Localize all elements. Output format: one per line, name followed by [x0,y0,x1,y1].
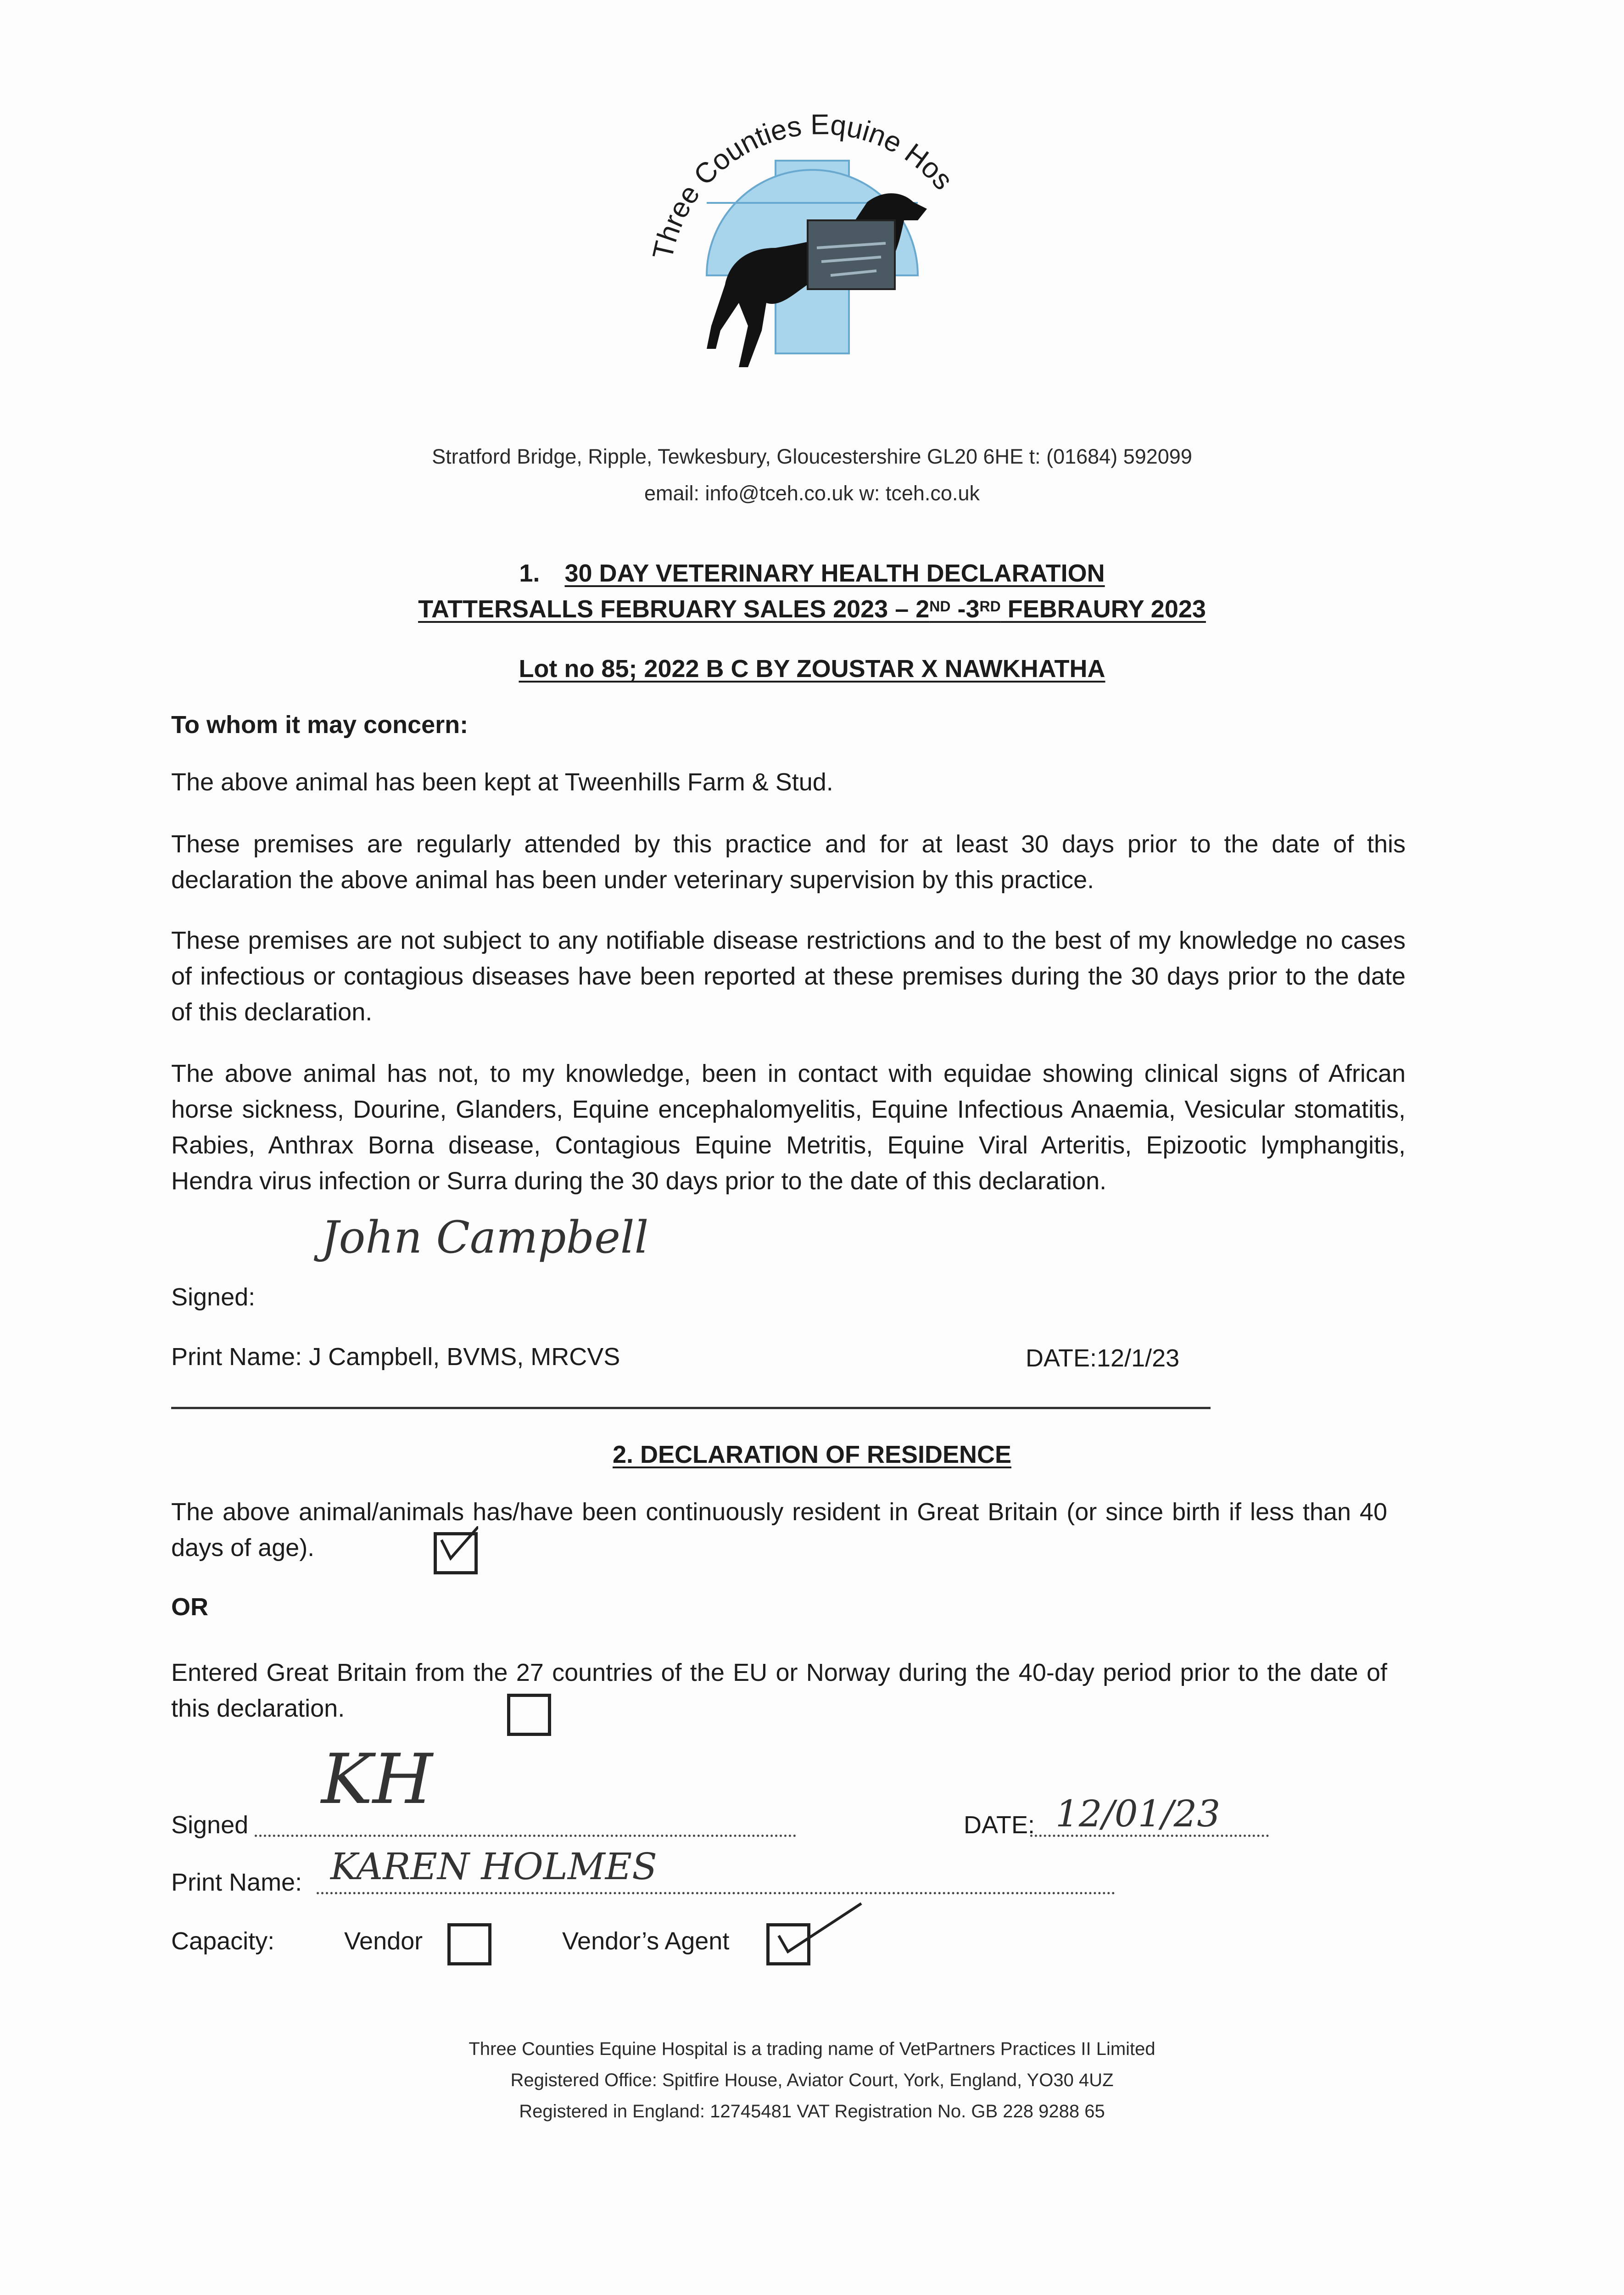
tick-icon [437,1526,478,1567]
vet-signature: John Campbell [321,1212,649,1263]
checkbox-entered[interactable] [507,1694,551,1736]
vendor-label: Vendor [344,1927,423,1955]
capacity-label: Capacity: [171,1927,275,1955]
section1-heading: 30 DAY VETERINARY HEALTH DECLARATION [564,560,1105,587]
contact-line: email: info@tceh.co.uk w: tceh.co.uk [644,481,980,505]
paragraph-diseases: The above animal has not, to my knowledge, been in contact with equidae showing clinical signs of African horse sickness, Dourine, Glanders, Equine encephalomyelitis, Equine Infectious Anaemia, Vesicular stomatitis, Rabies, Anthrax Borna disease, Contagious Equine Metritis, Equine Viral Arteritis, Epizootic lymphangitis, Hendra virus infection or Surra during the 30 days prior to the date of this declaration. [171,1060,1406,1195]
paragraph-restrictions: These premises are not subject to any notifiable disease restrictions and to the best of my knowledge no cases of infectious or contagious diseases have been reported at these premises during the 30 days prior to the date of this declaration. [171,927,1406,1026]
signed-label-1: Signed: [171,1283,256,1311]
address-line: Stratford Bridge, Ripple, Tewkesbury, Gloucestershire GL20 6HE t: (01684) 592099 [432,445,1192,468]
date-value-2: 12/01/23 [1055,1792,1221,1835]
salutation: To whom it may concern: [171,711,469,739]
paragraph-supervision: These premises are regularly attended by this practice and for at least 30 days prior to the date of this declaration the above animal has been under veterinary supervision by this practice. [171,830,1406,894]
date-label-2: DATE: [964,1811,1035,1839]
or-label: OR [171,1593,208,1621]
sale-subtitle: TATTERSALLS FEBRUARY SALES 2023 – 2ND -3RD FEBRAURY 2023 [418,595,1206,623]
agent-signature: KH [321,1740,433,1819]
section2-title: 2. DECLARATION OF RESIDENCE [612,1441,1012,1468]
checkbox-vendors-agent[interactable] [766,1923,810,1965]
logo-graphic [610,110,1014,404]
tick-icon [770,1899,871,1963]
paragraph-kept: The above animal has been kept at Tweenhills Farm & Stud. [171,768,833,796]
print-name-label-2: Print Name: [171,1869,302,1896]
checkbox-resident[interactable] [434,1532,478,1574]
logo-text: Three Counties Equine Hos [647,110,960,263]
checkbox-vendor[interactable] [447,1923,491,1965]
date-1: DATE:12/1/23 [1026,1344,1180,1372]
vendors-agent-label: Vendor’s Agent [562,1927,730,1955]
hospital-logo [610,110,1014,404]
section-divider [171,1407,1211,1409]
footer-line-3: Registered in England: 12745481 VAT Registration No. GB 228 9288 65 [519,2101,1105,2121]
footer-line-2: Registered Office: Spitfire House, Aviator Court, York, England, YO30 4UZ [510,2070,1114,2090]
footer-line-1: Three Counties Equine Hospital is a trading name of VetPartners Practices II Limited [469,2039,1155,2059]
signed-label-2: Signed [171,1811,249,1839]
residence-option-2: Entered Great Britain from the 27 countries of the EU or Norway during the 40-day period prior to the date of this declaration. [171,1659,1387,1722]
section1-number: 1. [519,560,540,587]
section1-title [0,555,1624,591]
signature-line [255,1829,796,1837]
print-name-value-2: KAREN HOLMES [330,1845,657,1888]
lot-title: Lot no 85; 2022 B C BY ZOUSTAR X NAWKHATHA [519,655,1105,683]
residence-option-1: The above animal/animals has/have been continuously resident in Great Britain (or since birth if less than 40 days of age). [171,1498,1387,1562]
print-name-1: Print Name: J Campbell, BVMS, MRCVS [171,1343,620,1371]
